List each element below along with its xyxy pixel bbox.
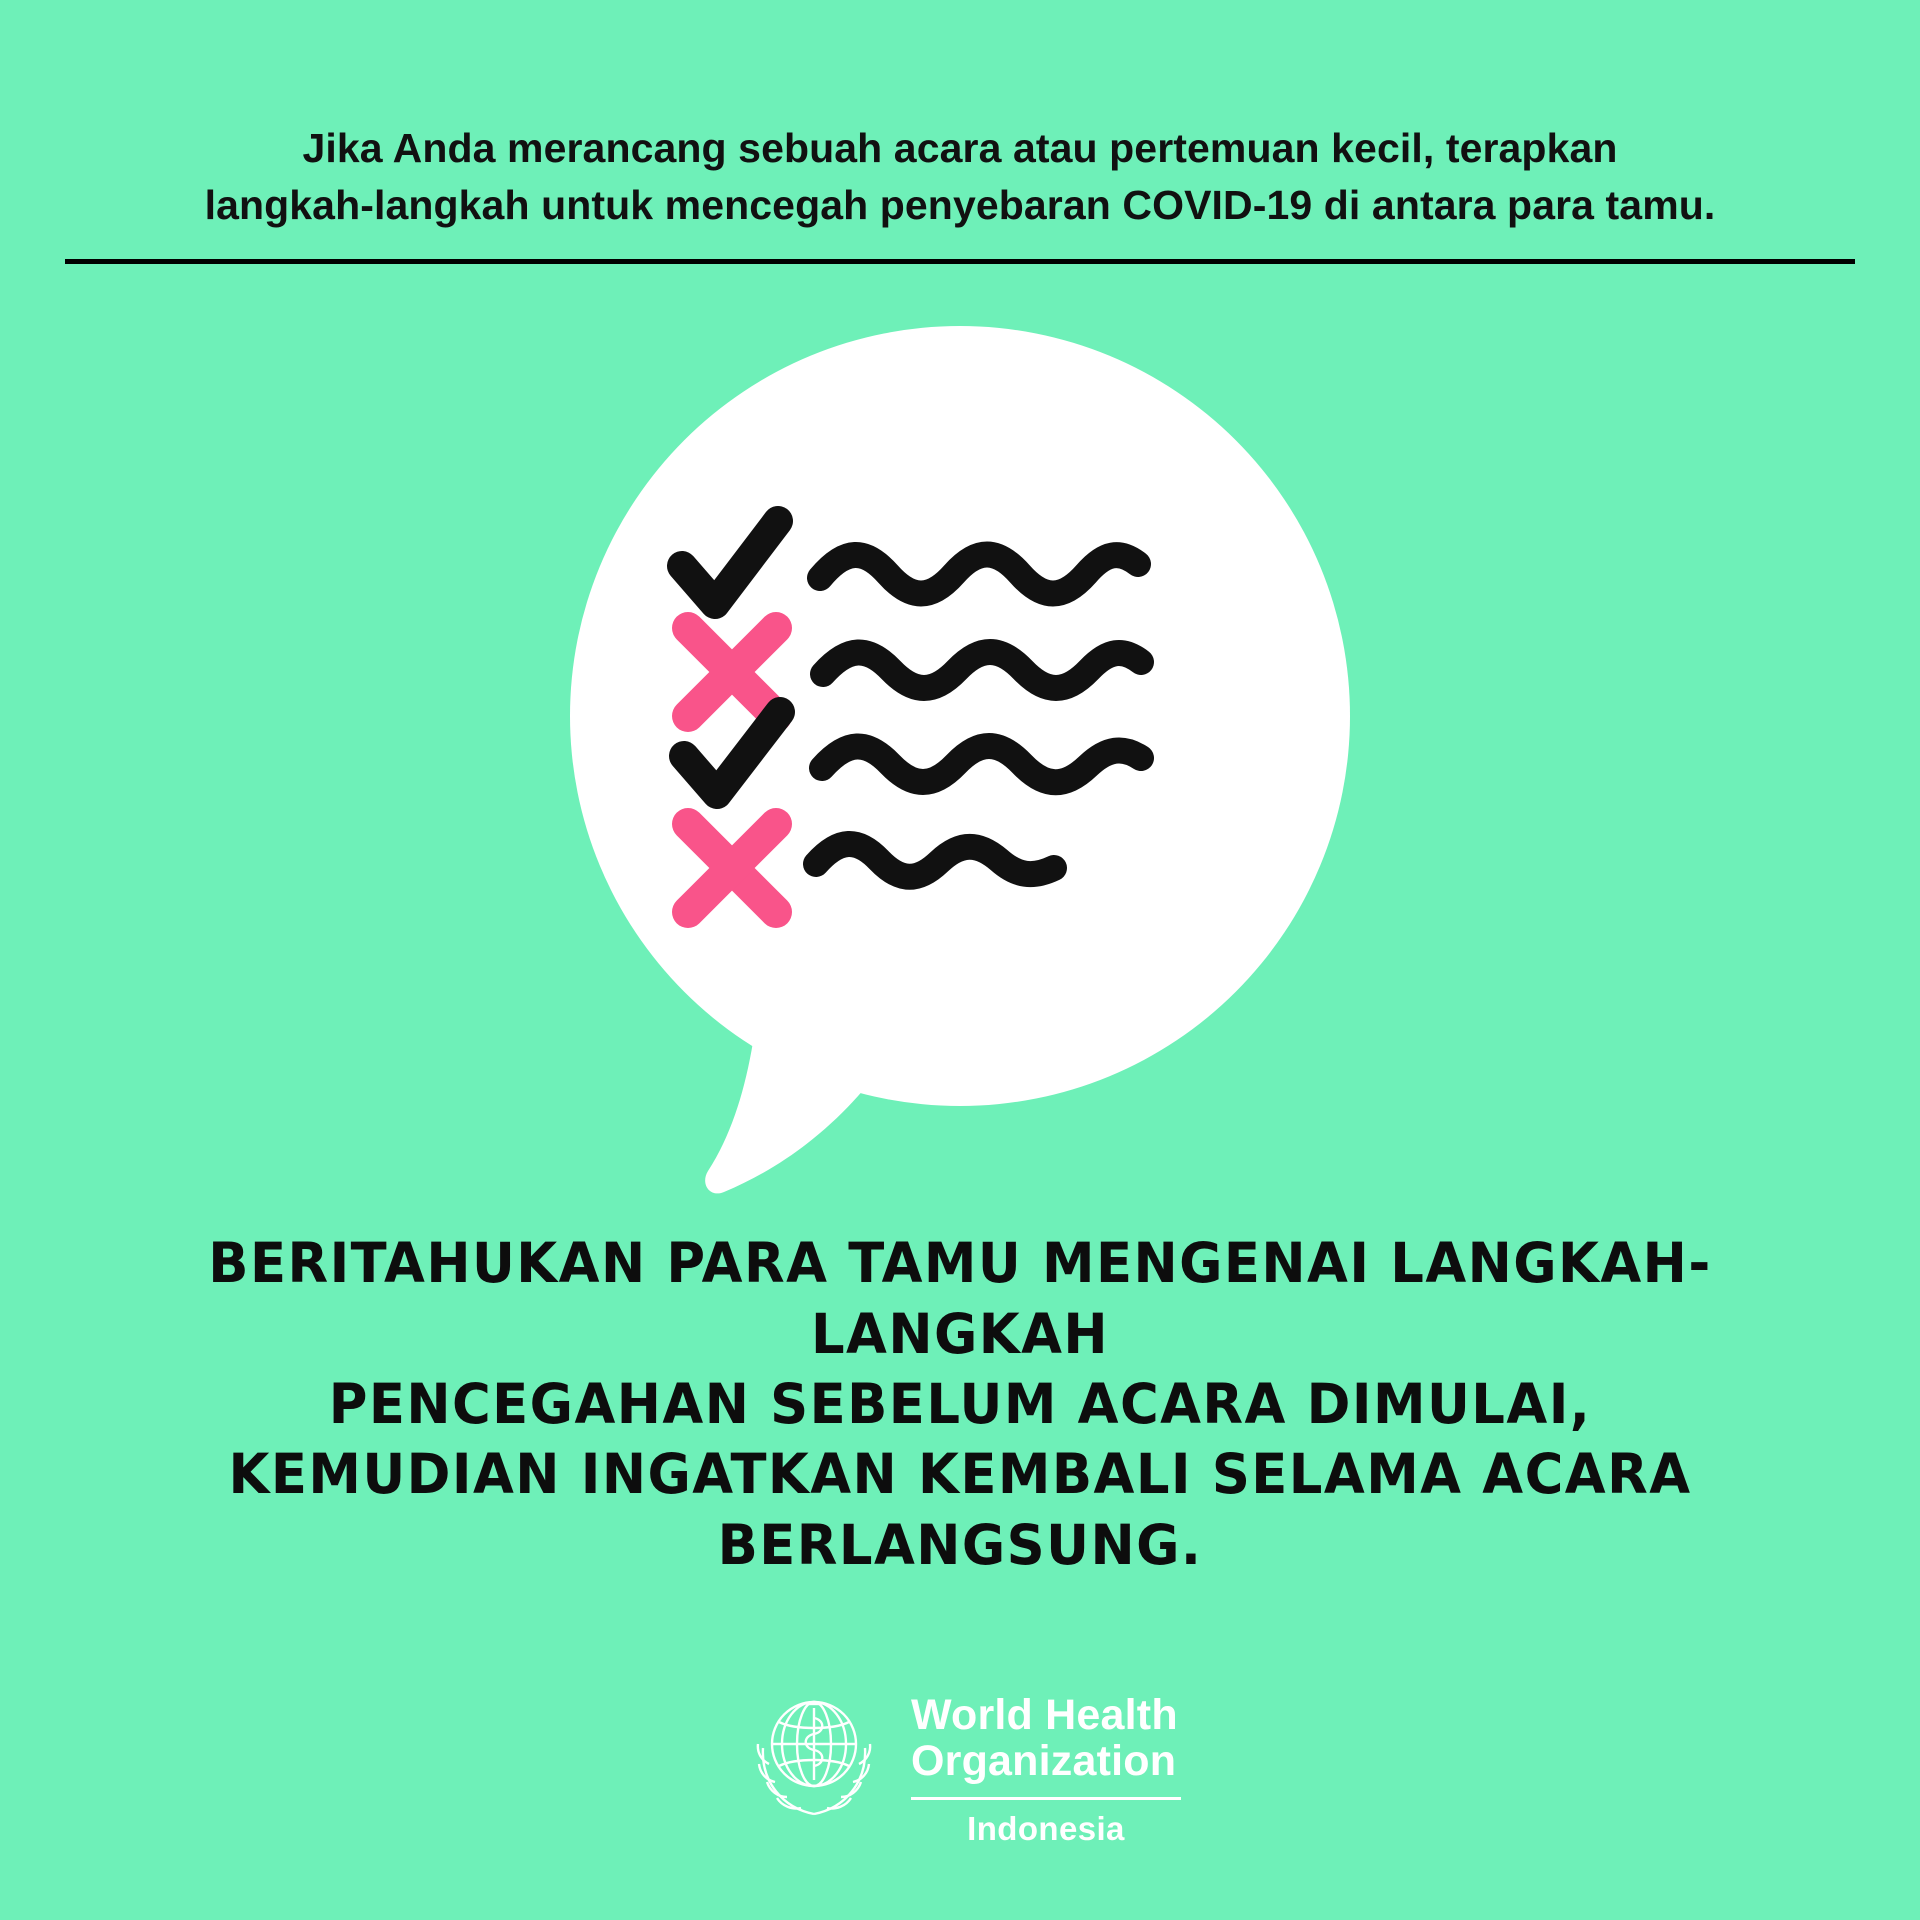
header-line-1: Jika Anda merancang sebuah acara atau pertemuan kecil, terapkan <box>302 125 1618 171</box>
headline-line-3: KEMUDIAN INGATKAN KEMBALI SELAMA ACARA BERLANGSUNG. <box>228 1442 1692 1577</box>
headline-line-2: PENCEGAHAN SEBELUM ACARA DIMULAI, <box>328 1371 1592 1436</box>
who-name-line-2: Organization <box>911 1737 1177 1785</box>
header <box>65 120 1855 264</box>
who-country-label: Indonesia <box>967 1810 1125 1847</box>
who-divider <box>911 1797 1181 1800</box>
headline-line-1: BERITAHUKAN PARA TAMU MENGENAI LANGKAH-LANGKAH <box>208 1231 1712 1366</box>
who-logo <box>739 1678 1181 1848</box>
who-logo-text <box>911 1678 1181 1848</box>
illustration-speech-bubble-checklist <box>460 316 1460 1206</box>
headline <box>40 1228 1880 1580</box>
who-name-line-1: World Health <box>911 1691 1178 1739</box>
who-emblem-icon <box>739 1678 889 1828</box>
header-line-2: langkah-langkah untuk mencegah penyebaran COVID-19 di antara para tamu. <box>204 181 1716 228</box>
